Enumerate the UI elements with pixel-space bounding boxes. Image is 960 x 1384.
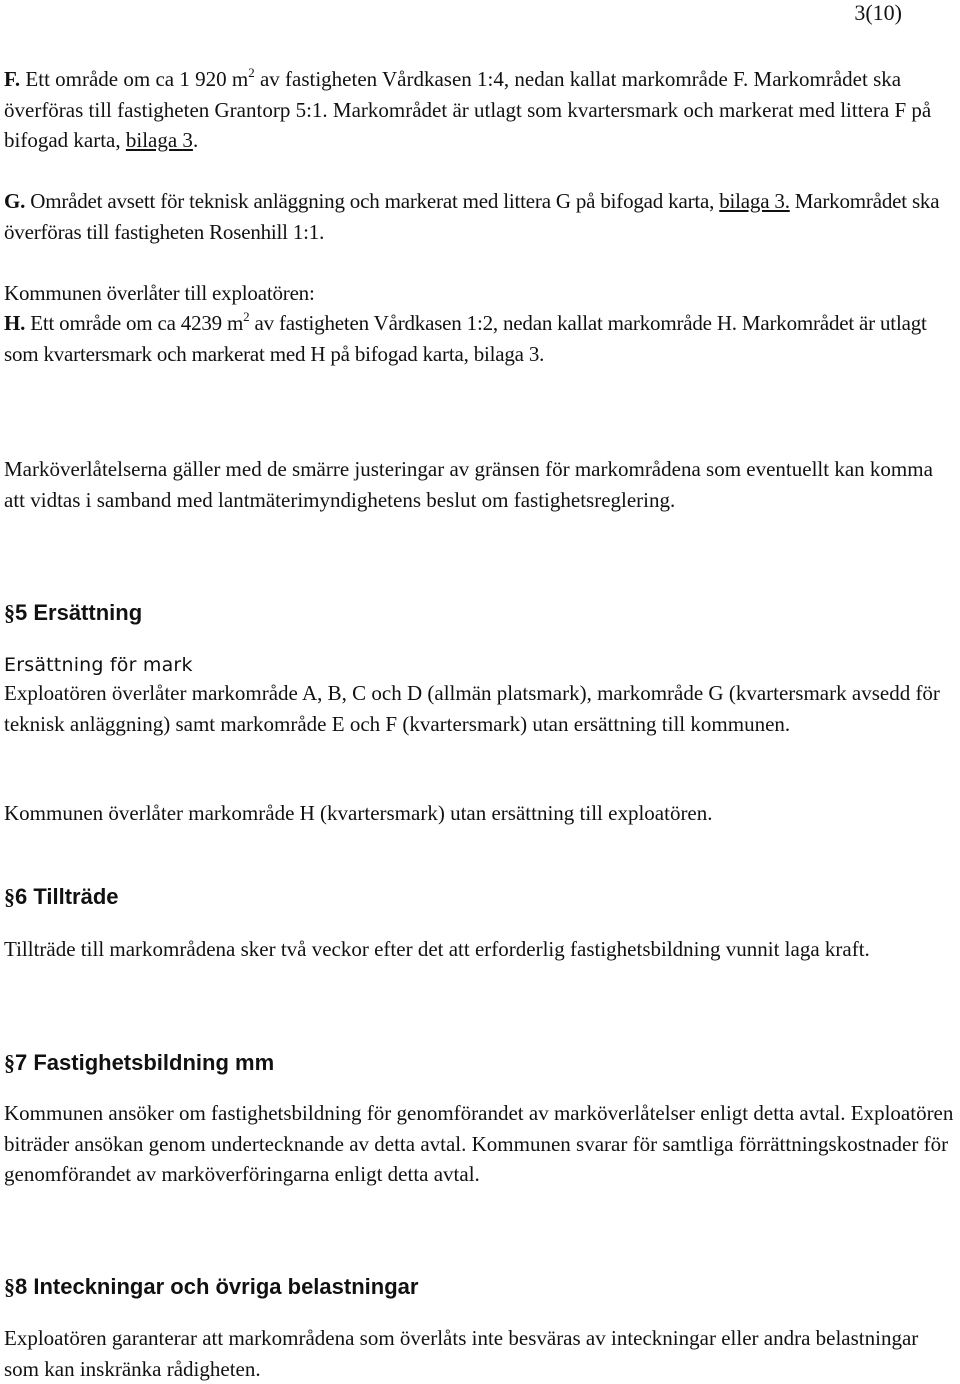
section-7-title: 7 Fastighetsbildning mm xyxy=(15,1050,275,1075)
section-8-title: 8 Inteckningar och övriga belastningar xyxy=(15,1274,419,1299)
section-f-letter: F. xyxy=(4,67,21,91)
bilaga-3-link[interactable]: bilaga 3 xyxy=(125,128,193,152)
section-8-paragraph: Exploatören garanterar att markområdena som överlåts inte besväras av inteckningar eller andra belastningar som kan inskränka rådigheten. xyxy=(4,1326,919,1381)
section-h-letter: H. xyxy=(4,311,26,335)
page-number: 3(10) xyxy=(854,0,902,25)
section-8-heading xyxy=(4,1272,944,1302)
section-f-text-1: Ett område om ca 1 920 m xyxy=(20,67,249,91)
section-5-heading xyxy=(4,598,944,628)
section-6-paragraph: Tillträde till markområdena sker två veckor efter det att erforderlig fastighetsbildning vunnit laga kraft. xyxy=(4,937,870,961)
section-f-text-2: av fastigheten Vårdkasen 1:4, nedan kallat markområde F. Markområdet ska överföras till fastigheten Grantorp 5:1. Markområdet är utlagt som kvartersmark och markerat med littera F på bifogad karta, xyxy=(4,67,932,152)
section-g-letter: G. xyxy=(4,189,26,213)
section-symbol: § xyxy=(4,600,15,625)
section-7-paragraph: Kommunen ansöker om fastighetsbildning för genomförandet av marköverlåtelser enligt detta avtal. Exploatören biträder ansökan genom undertecknande av detta avtal. Kommunen svarar för samtliga förrättningskostnader för genomförandet av marköverföringarna enligt detta avtal. xyxy=(4,1101,954,1186)
section-5-title: 5 Ersättning xyxy=(15,600,143,625)
section-f-end: . xyxy=(192,128,199,152)
section-symbol: § xyxy=(4,1274,15,1299)
section-h-paragraph xyxy=(4,308,956,369)
section-g-text-1: Området avsett för teknisk anläggning och markerat med littera G på bifogad karta, xyxy=(25,189,720,213)
superscript-2: 2 xyxy=(248,65,255,80)
section-7-heading xyxy=(4,1048,944,1078)
section-symbol: § xyxy=(4,884,15,909)
bilaga-3-link[interactable]: bilaga 3. xyxy=(719,189,790,213)
ersattning-for-mark-subheading: Ersättning för mark xyxy=(4,654,193,676)
section-h-text-1: Ett område om ca 4239 m xyxy=(25,311,244,335)
section-6-heading xyxy=(4,882,944,912)
section-6-title: 6 Tillträde xyxy=(15,884,119,909)
markoverlatelser-paragraph: Marköverlåtelserna gäller med de smärre justeringar av gränsen för markområdena som eventuellt kan komma att vidtas i samband med lantmäterimyndighetens beslut om fastighetsreglering. xyxy=(4,457,933,512)
section-g-text-2: Markområdet ska överföras till fastigheten Rosenhill 1:1. xyxy=(4,189,940,244)
section-f-paragraph xyxy=(4,64,956,156)
section-5-paragraph-1: Exploatören överlåter markområde A, B, C och D (allmän platsmark), markområde G (kvartersmark avsedd för teknisk anläggning) samt markområde E och F (kvartersmark) utan ersättning till kommunen. xyxy=(4,681,940,736)
superscript-2: 2 xyxy=(243,309,250,324)
kommunen-heading: Kommunen överlåter till exploatören: xyxy=(4,281,315,305)
section-5-paragraph-2: Kommunen överlåter markområde H (kvartersmark) utan ersättning till exploatören. xyxy=(4,801,713,825)
section-g-paragraph xyxy=(4,186,956,247)
section-h-text-2: av fastigheten Vårdkasen 1:2, nedan kallat markområde H. Markområdet är utlagt som kvartersmark och markerat med H på bifogad karta, bilaga 3. xyxy=(4,311,927,366)
section-symbol: § xyxy=(4,1050,15,1075)
